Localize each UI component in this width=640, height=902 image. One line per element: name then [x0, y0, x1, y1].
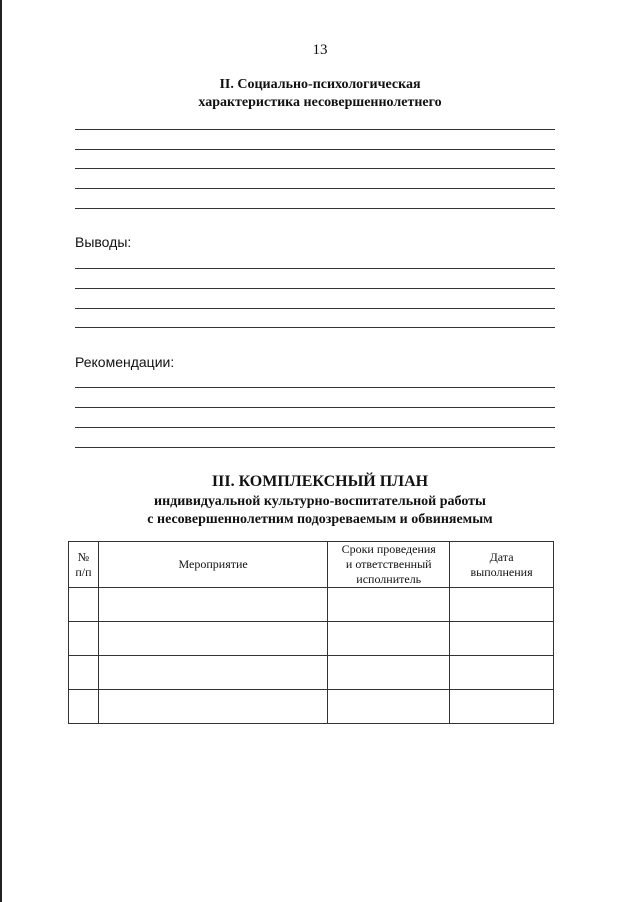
header-number — [69, 542, 99, 588]
blank-line[interactable] — [75, 447, 555, 448]
table-cell[interactable] — [450, 656, 554, 690]
table-cell[interactable] — [69, 622, 99, 656]
blank-line[interactable] — [75, 149, 555, 150]
table-row — [69, 588, 554, 622]
header-deadline-line2: и ответственный — [345, 557, 432, 571]
table-cell[interactable] — [328, 690, 450, 724]
header-deadline-line1: Сроки проведения — [341, 542, 436, 556]
table-cell[interactable] — [328, 622, 450, 656]
recommendations-label: Рекомендации: — [75, 354, 175, 370]
blank-line[interactable] — [75, 129, 555, 130]
table-cell[interactable] — [98, 690, 327, 724]
header-number-line1: № — [77, 549, 90, 564]
blank-line[interactable] — [75, 168, 555, 169]
header-date-line1: Дата — [489, 549, 514, 564]
header-date — [450, 542, 554, 588]
conclusions-label: Выводы: — [75, 234, 132, 250]
page-edge — [0, 0, 2, 902]
table-row — [69, 656, 554, 690]
section-2-title-line2: характеристика несовершеннолетнего — [198, 95, 442, 110]
table-cell[interactable] — [98, 622, 327, 656]
blank-line[interactable] — [75, 407, 555, 408]
plan-table — [68, 541, 554, 724]
table-cell[interactable] — [328, 656, 450, 690]
section-2-heading — [60, 76, 580, 112]
table-cell[interactable] — [69, 588, 99, 622]
header-date-line2: выполнения — [470, 564, 533, 579]
blank-line[interactable] — [75, 387, 555, 388]
blank-line[interactable] — [75, 308, 555, 309]
table-cell[interactable] — [450, 690, 554, 724]
page-number: 13 — [312, 42, 328, 58]
table-cell[interactable] — [69, 656, 99, 690]
table-cell[interactable] — [450, 588, 554, 622]
section-3-title: III. КОМПЛЕКСНЫЙ ПЛАН — [211, 473, 429, 490]
header-deadline — [328, 542, 450, 588]
blank-line[interactable] — [75, 188, 555, 189]
header-event: Мероприятие — [98, 542, 327, 588]
section-2-title-line1: II. Социально-психологическая — [219, 77, 421, 92]
header-deadline-line3: исполнитель — [356, 572, 422, 586]
section-3-subtitle-line2: с несовершеннолетним подозреваемым и обвиняемым — [147, 512, 493, 527]
header-number-line2: п/п — [75, 564, 92, 579]
section-3-heading — [60, 471, 580, 529]
table-header-row — [69, 542, 554, 588]
table-cell[interactable] — [69, 690, 99, 724]
table-row — [69, 622, 554, 656]
table-cell[interactable] — [98, 588, 327, 622]
blank-line[interactable] — [75, 208, 555, 209]
section-3-subtitle-line1: индивидуальной культурно-воспитательной работы — [154, 494, 486, 509]
blank-line[interactable] — [75, 427, 555, 428]
table-cell[interactable] — [98, 656, 327, 690]
blank-line[interactable] — [75, 268, 555, 269]
table-cell[interactable] — [450, 622, 554, 656]
blank-line[interactable] — [75, 288, 555, 289]
table-row — [69, 690, 554, 724]
table-cell[interactable] — [328, 588, 450, 622]
blank-line[interactable] — [75, 327, 555, 328]
